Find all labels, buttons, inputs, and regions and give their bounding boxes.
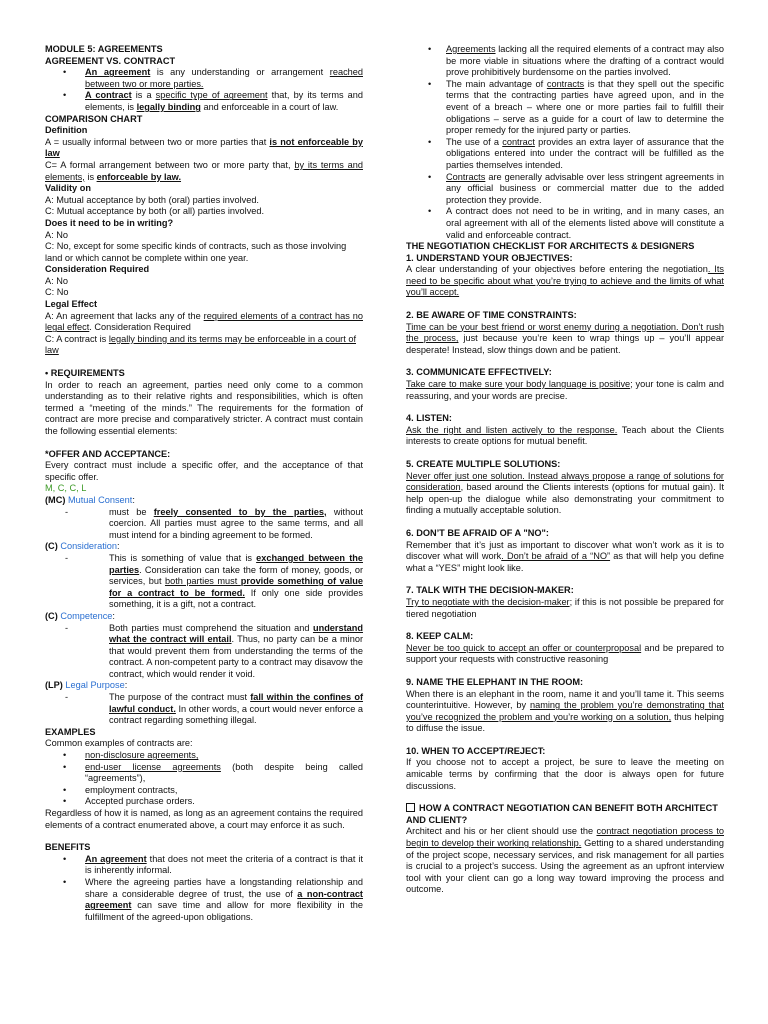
- text: Where the agreeing parties have a longstanding relationship and share a considerable degree of trust, the use of: [85, 876, 363, 899]
- section-heading: [406, 803, 724, 826]
- text: both parties must: [164, 576, 241, 587]
- paragraph: [406, 425, 724, 448]
- bullet-icon: •: [63, 784, 67, 795]
- text: naming the problem you’re demonstrating that you’ve recognized the problem and you’re working on a solution,: [406, 700, 724, 722]
- paragraph: C: No: [45, 287, 69, 298]
- text: Never offer just one solution. Instead always propose a range of solutions for consideration: [406, 470, 724, 493]
- element-name: Consideration: [60, 541, 118, 552]
- mccl-label: M, C, C, L: [45, 483, 87, 494]
- list-item: [45, 854, 363, 877]
- list-item: [45, 692, 363, 727]
- text: In other words, a court would never enforce a contract regarding something illegal.: [109, 703, 363, 726]
- subheading: Does it need to be in writing?: [45, 217, 174, 228]
- list-item: [45, 507, 363, 542]
- list-item: [45, 67, 363, 90]
- text: can save time and allow for more flexibility in the fulfillment of the agreed-upon obligations.: [85, 900, 363, 922]
- tag: (MC): [45, 494, 66, 505]
- element-name: Mutual Consent: [67, 494, 133, 505]
- paragraph: A: No: [45, 229, 68, 240]
- checkbox-square-icon: [406, 803, 415, 812]
- step-heading: 9. NAME THE ELEPHANT IN THE ROOM:: [406, 676, 584, 687]
- element-heading: (C) Consideration:: [45, 541, 120, 552]
- paragraph: A: No: [45, 275, 68, 286]
- text: employment contracts,: [85, 784, 178, 795]
- text: without coercion. All parties must agree to the same terms, and all must intend for a binding agreement to be formed.: [109, 506, 363, 540]
- step-heading: 10. WHEN TO ACCEPT/REJECT:: [406, 745, 546, 756]
- text: is: [84, 171, 97, 182]
- text: C: A contract is: [45, 333, 109, 344]
- text: and be prepared to support your requests with constructive reasoning: [406, 642, 724, 665]
- paragraph: [406, 597, 724, 620]
- paragraph: [406, 643, 724, 666]
- tag: (LP): [45, 680, 63, 691]
- text: is that they spell out the specific terms that the contracting parties have agreed upon, and in the event of a breach – where one or more parties fail to fulfill their obligations – serve as a guide for a court of law to determine the proper remedy for the injured party or parties.: [446, 78, 724, 136]
- section-heading: THE NEGOTIATION CHECKLIST FOR ARCHITECTS & DESIGNERS: [406, 241, 695, 252]
- text: must be: [109, 506, 154, 517]
- list-item: [406, 206, 724, 241]
- element-heading: (LP) Legal Purpose:: [45, 680, 128, 691]
- text: A contract does not need to be in writing, and in many cases, an oral agreement with all of the elements listed above will constitute a valid and enforceable contract.: [446, 206, 724, 240]
- text: Accepted purchase orders.: [85, 796, 195, 807]
- paragraph: In order to reach an agreement, parties need only come to a common understanding as to their relative rights and responsibilities, which is often termed a “meeting of the minds.” The requirements for the formation of contract are more precise and comparatively stricter. A contract must contain the following essential elements:: [45, 379, 363, 436]
- list-item: [45, 877, 363, 923]
- text: Try to negotiate with the decision-maker: [406, 596, 570, 607]
- bullet-icon: •: [428, 206, 432, 217]
- dash-icon: -: [65, 552, 69, 563]
- module-title: MODULE 5: AGREEMENTS: [45, 44, 163, 54]
- text: freely consented to by the parties,: [153, 506, 327, 517]
- section-heading: COMPARISON CHART: [45, 113, 143, 124]
- text: Contracts: [446, 171, 486, 182]
- text: provide something of value for a contract to be formed.: [109, 576, 363, 598]
- tag: (C): [45, 610, 58, 621]
- list-item: [45, 623, 363, 681]
- text: . Consideration can take the form of money, goods, or services, but: [109, 564, 363, 587]
- tag: (C): [45, 541, 58, 552]
- list-item: [45, 750, 363, 762]
- step-heading: 8. KEEP CALM:: [406, 631, 474, 642]
- step-heading: 1. UNDERSTAND YOUR OBJECTIVES:: [406, 252, 573, 263]
- bullet-icon: •: [63, 761, 67, 772]
- text: A clear understanding of your objectives before entering the negotiation: [406, 264, 708, 275]
- paragraph: [406, 264, 724, 299]
- list-item: [406, 44, 724, 79]
- paragraph: Regardless of how it is named, as long as an agreement contains the required elements of a contract enumerated above, a court may enforce it as such.: [45, 808, 363, 830]
- text: . Consideration Required: [89, 322, 191, 333]
- right-column: [406, 44, 724, 896]
- text: as that will help you define what a “YES” might look like.: [406, 551, 724, 573]
- list-item: [45, 762, 363, 785]
- text: is a: [131, 90, 156, 101]
- bullet-icon: •: [63, 67, 67, 78]
- text: If only one side provides something, it is a gift, not a contract.: [109, 587, 363, 610]
- paragraph: [406, 322, 724, 357]
- text: legally binding and its terms may be enforceable in a court of law: [45, 333, 357, 356]
- text: are generally advisable over less stringent agreements in any official business or commercial matter due to the added protection they provide.: [446, 171, 724, 205]
- text: legally binding: [136, 101, 201, 112]
- dash-icon: -: [65, 506, 69, 517]
- paragraph: If you choose not to accept a project, be sure to leave the meeting on amicable terms by confirming that the door is always open for future discussions.: [406, 757, 724, 791]
- list-item: [45, 90, 363, 113]
- paragraph: C: No, except for some specific kinds of contracts, such as those involving land or which cannot be complete within one year.: [45, 241, 347, 263]
- list-item: [45, 785, 363, 797]
- text: non-disclosure agreements,: [85, 750, 199, 761]
- section-heading: EXAMPLES: [45, 726, 96, 737]
- text: by its terms and elements,: [45, 159, 363, 182]
- text: Both parties must comprehend the situation and: [109, 622, 313, 633]
- paragraph: C: Mutual acceptance by both (or all) parties involved.: [45, 206, 265, 217]
- step-heading: 2. BE AWARE OF TIME CONSTRAINTS:: [406, 310, 577, 321]
- text: A = usually informal between two or more parties that: [45, 136, 270, 147]
- text: exchanged between the parties: [109, 552, 363, 575]
- paragraph: [45, 334, 363, 357]
- text: This is something of value that is: [109, 552, 257, 563]
- text: . Its need to be specific about what you’re trying to achieve and the limits of what you’ll accept.: [406, 264, 724, 298]
- text: reached between two or more parties.: [85, 67, 363, 89]
- text: contract: [502, 136, 535, 147]
- text: contracts: [546, 78, 585, 89]
- text: end-user license agreements: [85, 761, 221, 772]
- step-heading: 5. CREATE MULTIPLE SOLUTIONS:: [406, 459, 561, 469]
- text: Getting to a shared understanding of the project scope, necessary services, and risk management for all parties is crucial to a project’s success. Using the agreement as an upfront interview tool with your client can go a long way toward improving the process and outcome.: [406, 838, 724, 895]
- text: that, by its terms and elements, is: [85, 90, 364, 112]
- left-column: [45, 44, 363, 923]
- bullet-icon: •: [428, 44, 432, 54]
- text: The main advantage of: [446, 78, 547, 89]
- bullet-icon: •: [428, 136, 432, 147]
- paragraph: [406, 826, 724, 896]
- paragraph: A: Mutual acceptance by both (oral) parties involved.: [45, 194, 259, 205]
- list-item: [45, 553, 363, 611]
- section-heading: BENEFITS: [45, 842, 91, 853]
- paragraph: [45, 160, 363, 183]
- text: Never be too quick to accept an offer or counterproposal: [406, 642, 642, 653]
- text: required elements of a contract has no legal effect: [45, 310, 363, 333]
- text: . Don’t be afraid of a “NO”: [501, 551, 611, 562]
- term: A contract: [85, 90, 132, 101]
- text: specific type of agreement: [155, 90, 268, 101]
- subheading: Validity on: [45, 183, 91, 194]
- text: An agreement: [85, 853, 147, 864]
- text: When there is an elephant in the room, name it and you’ll tame it. This seems counterintuitive. However, by: [406, 688, 724, 711]
- text: contract negotiation process to begin to develop their working relationship.: [406, 826, 724, 849]
- step-heading: 7. TALK WITH THE DECISION-MAKER:: [406, 585, 574, 596]
- dash-icon: -: [65, 622, 69, 633]
- text: C= A formal arrangement between two or more party that,: [45, 159, 295, 170]
- bullet-icon: •: [428, 78, 432, 89]
- text: understand what the contract will entail: [109, 622, 363, 645]
- text: lacking all the required elements of a contract may also be more viable in situations where the drafting of a contract would prove prohibitively burdensome on the parties involved.: [446, 44, 724, 78]
- element-name: Legal Purpose: [65, 680, 125, 691]
- text: Agreements: [446, 44, 496, 54]
- text: provides an extra layer of assurance that the obligations entered into under the contract will be fulfilled as the parties themselves intended.: [446, 136, 724, 170]
- text: Take care to make sure your body language is positive: [406, 379, 631, 390]
- list-item: [45, 796, 363, 808]
- text: just because you’re keen to wrap things up – you’ll appear desperate! Instead, slow things down and be patient.: [406, 333, 725, 355]
- text: enforceable by law.: [96, 171, 182, 182]
- paragraph: Every contract must include a specific offer, and the acceptance of that specific offer.: [45, 460, 363, 482]
- text: is not enforceable by law: [45, 136, 363, 159]
- text: HOW A CONTRACT NEGOTIATION CAN BENEFIT BOTH ARCHITECT AND CLIENT?: [406, 803, 718, 825]
- list-item: [406, 79, 724, 137]
- term: An agreement: [85, 67, 151, 78]
- paragraph: [45, 137, 363, 160]
- text: The use of a: [446, 136, 503, 147]
- text: , based around the Clients interests (options for mutual gain). It help open-up the dialogue while also demonstrating your commitment to finding a mutually acceptable solution.: [406, 482, 724, 516]
- section-heading: *OFFER AND ACCEPTANCE:: [45, 448, 171, 459]
- text: ; if this is not possible be prepared for tiered negotiation: [406, 596, 724, 619]
- section-heading: AGREEMENT VS. CONTRACT: [45, 55, 176, 66]
- text: Time can be your best friend or worst enemy during a negotiation. Don’t rush the process,: [406, 321, 724, 344]
- step-heading: 4. LISTEN:: [406, 413, 452, 424]
- subheading: Legal Effect: [45, 299, 98, 310]
- text: Architect and his or her client should use the: [406, 826, 597, 837]
- step-heading: 6. DON’T BE AFRAID OF A "NO":: [406, 527, 549, 538]
- paragraph: [406, 540, 724, 575]
- paragraph: Common examples of contracts are:: [45, 738, 193, 749]
- bullet-icon: •: [63, 90, 67, 101]
- text: (both despite being called “agreements”),: [85, 761, 364, 784]
- paragraph: [406, 471, 724, 517]
- text: Ask the right and listen actively to the response.: [406, 424, 618, 435]
- bullet-icon: •: [63, 750, 67, 761]
- subheading: Consideration Required: [45, 264, 150, 275]
- element-heading: (C) Competence:: [45, 610, 115, 621]
- list-item: [406, 172, 724, 207]
- text: A: An agreement that lacks any of the: [45, 310, 204, 321]
- text: Remember that it’s just as important to discover what won’t work as it is to discover what will work: [406, 539, 724, 562]
- dash-icon: -: [65, 692, 69, 703]
- subheading: Definition: [45, 125, 88, 136]
- list-item: [406, 137, 724, 172]
- text: Teach about the Clients interests to create options for mutual benefit.: [406, 424, 725, 447]
- bullet-icon: •: [63, 853, 67, 864]
- element-heading: (MC) Mutual Consent:: [45, 494, 135, 505]
- paragraph: [406, 689, 724, 735]
- bullet-icon: •: [428, 171, 432, 182]
- text: fall within the confines of lawful conduct.: [109, 692, 364, 714]
- text: . Thus, no party can be a minor that would prevent them from understanding the terms of the contract. A non-competent party to a contract may disavow the contract, which would render it void.: [109, 634, 363, 679]
- text: is any understanding or arrangement: [150, 67, 330, 78]
- text: a non-contract agreement: [85, 888, 363, 911]
- paragraph: [406, 379, 724, 402]
- step-heading: 3. COMMUNICATE EFFECTIVELY:: [406, 367, 552, 378]
- bullet-icon: •: [63, 876, 67, 887]
- element-name: Competence: [60, 610, 113, 621]
- bullet-icon: •: [63, 796, 67, 807]
- text: ; your tone is calm and reassuring, and your words are precise.: [406, 379, 724, 401]
- text: and enforceable in a court of law.: [200, 101, 339, 112]
- text: The purpose of the contract must: [109, 692, 251, 703]
- paragraph: [45, 311, 363, 334]
- section-heading: • REQUIREMENTS: [45, 368, 125, 379]
- text: that does not meet the criteria of a contract is that it is inherently informal.: [85, 853, 363, 876]
- text: thus helping to diffuse the issue.: [406, 711, 724, 734]
